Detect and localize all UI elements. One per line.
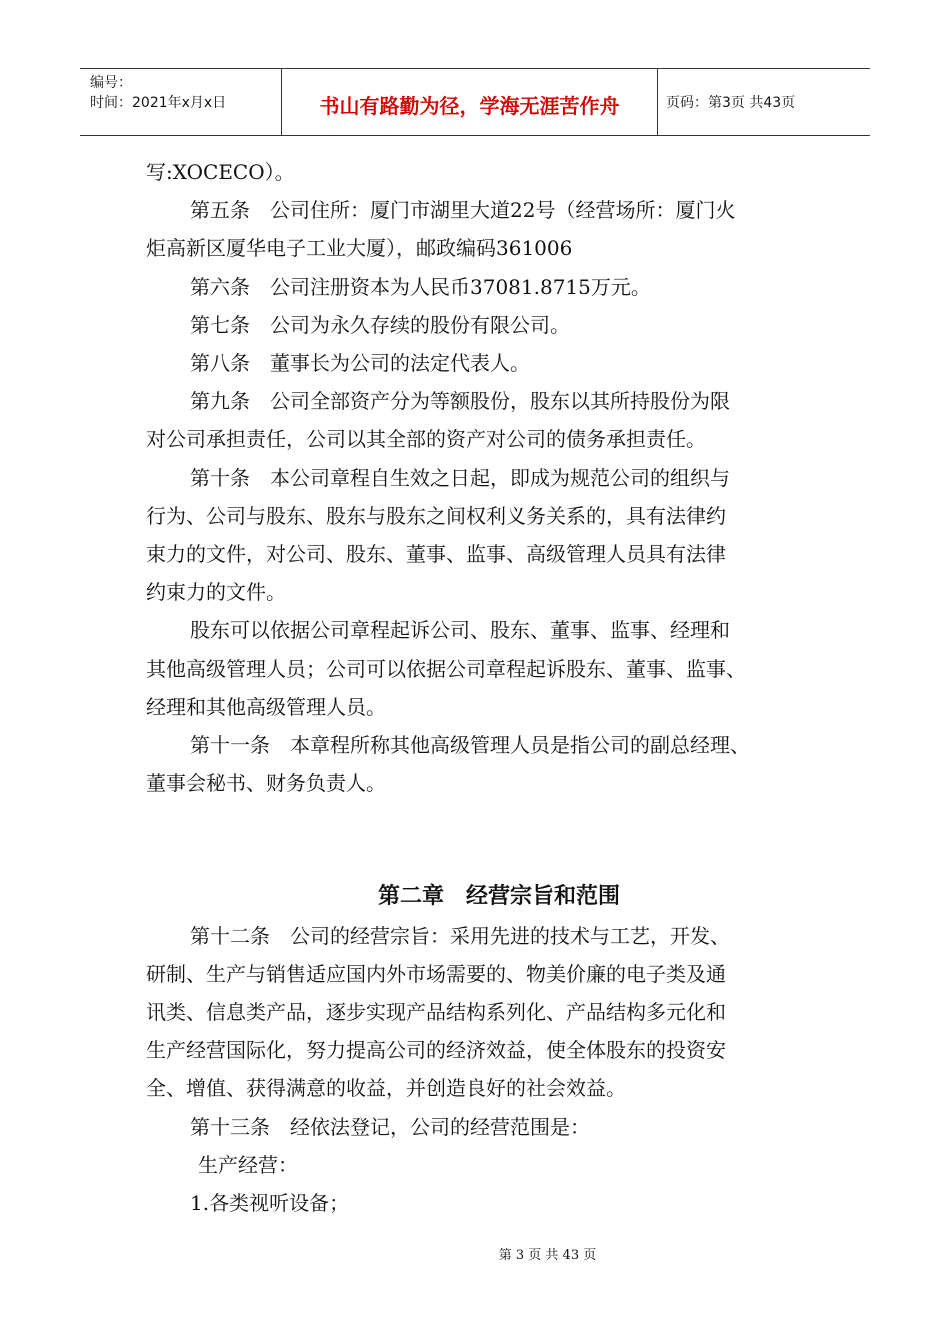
paragraph-line: 股东可以依据公司章程起诉公司、股东、董事、监事、经理和 — [190, 618, 730, 643]
page-footer — [0, 1244, 950, 1263]
paragraph-line: 束力的文件，对公司、股东、董事、监事、高级管理人员具有法律 — [146, 542, 726, 567]
paragraph-line: 其他高级管理人员；公司可以依据公司章程起诉股东、董事、监事、 — [146, 656, 746, 681]
article-9: 第九条 公司全部资产分为等额股份，股东以其所持股份为限 — [190, 389, 730, 414]
paragraph-line: 全、增值、获得满意的收益，并创造良好的社会效益。 — [146, 1076, 626, 1101]
paragraph-line: 经理和其他高级管理人员。 — [146, 694, 386, 719]
chapter-title: 第二章 经营宗旨和范围 — [377, 884, 620, 910]
header-meta — [80, 69, 282, 135]
number-label: 编号： — [90, 75, 132, 91]
paragraph-line: 炬高新区厦华电子工业大厦），邮政编码361006 — [146, 236, 573, 261]
header-motto: 书山有路勤为径，学海无涯苦作舟 — [282, 69, 658, 135]
article-11: 第十一条 本章程所称其他高级管理人员是指公司的副总经理、 — [190, 733, 750, 758]
paragraph-line: 董事会秘书、财务负责人。 — [146, 771, 386, 796]
list-item: 1.各类视听设备； — [190, 1191, 350, 1216]
time-label: 时间：2021年x月x日 — [90, 95, 227, 111]
paragraph-line: 生产经营： — [198, 1152, 298, 1177]
article-5: 第五条 公司住所：厦门市湖里大道22号（经营场所：厦门火 — [190, 198, 736, 223]
footer-page-number: 第 3 页 共 43 页 — [498, 1248, 597, 1263]
article-7: 第七条 公司为永久存续的股份有限公司。 — [190, 312, 570, 337]
paragraph-line: 写:XOCECO）。 — [146, 160, 295, 184]
paragraph-line: 约束力的文件。 — [146, 580, 286, 605]
paragraph-line: 讯类、信息类产品，逐步实现产品结构系列化、产品结构多元化和 — [146, 1000, 726, 1025]
article-6: 第六条 公司注册资本为人民币37081.8715万元。 — [190, 274, 651, 299]
article-10: 第十条 本公司章程自生效之日起，即成为规范公司的组织与 — [190, 465, 730, 490]
article-13: 第十三条 经依法登记，公司的经营范围是： — [190, 1114, 590, 1139]
article-12: 第十二条 公司的经营宗旨：采用先进的技术与工艺，开发、 — [190, 923, 730, 948]
paragraph-line: 行为、公司与股东、股东与股东之间权利义务关系的，具有法律约 — [146, 503, 726, 528]
document-body — [146, 153, 816, 1222]
header-page-info: 页码：第3页 共43页 — [666, 95, 796, 111]
paragraph-line: 生产经营国际化，努力提高公司的经济效益，使全体股东的投资安 — [146, 1038, 726, 1063]
page-header — [80, 68, 870, 136]
article-8: 第八条 董事长为公司的法定代表人。 — [190, 351, 530, 376]
paragraph-line: 对公司承担责任，公司以其全部的资产对公司的债务承担责任。 — [146, 427, 706, 452]
section-spacer — [146, 802, 816, 878]
paragraph-line: 研制、生产与销售适应国内外市场需要的、物美价廉的电子类及通 — [146, 961, 726, 986]
